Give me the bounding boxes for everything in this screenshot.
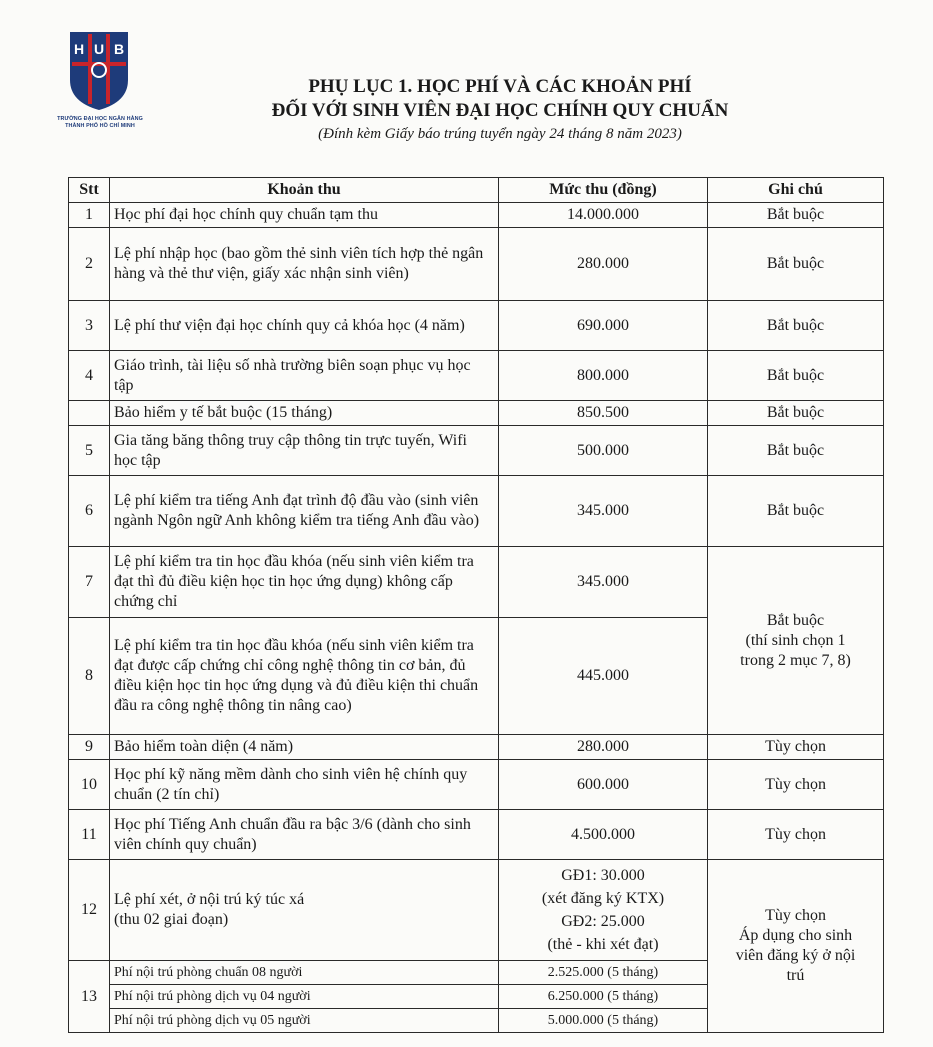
header-note: Ghi chú bbox=[708, 178, 884, 203]
table-row bbox=[69, 301, 884, 351]
row-amount: 2.525.000 (5 tháng) bbox=[499, 961, 708, 985]
table-row bbox=[69, 810, 884, 860]
row-stt: 6 bbox=[69, 476, 110, 547]
row-item: Lệ phí kiểm tra tiếng Anh đạt trình độ đầu vào (sinh viên ngành Ngôn ngữ Anh không kiểm tra tiếng Anh đầu vào) bbox=[110, 476, 499, 547]
row-item: Học phí Tiếng Anh chuẩn đầu ra bậc 3/6 (dành cho sinh viên chính quy chuẩn) bbox=[110, 810, 499, 860]
row-note: Bắt buộc bbox=[708, 426, 884, 476]
header-amount: Mức thu (đồng) bbox=[499, 178, 708, 203]
row-item: Giáo trình, tài liệu số nhà trường biên soạn phục vụ học tập bbox=[110, 351, 499, 401]
row-12-item-line2: (thu 02 giai đoạn) bbox=[114, 911, 229, 928]
table-row bbox=[69, 760, 884, 810]
note-12-13-line1: Tùy chọn bbox=[765, 907, 826, 924]
fee-table bbox=[68, 177, 884, 1033]
row-stt: 10 bbox=[69, 760, 110, 810]
row-stt: 11 bbox=[69, 810, 110, 860]
row-item bbox=[110, 860, 499, 961]
note-7-8-line2: (thí sinh chọn 1 bbox=[745, 631, 846, 649]
row-12-item-line1: Lệ phí xét, ở nội trú ký túc xá bbox=[114, 891, 305, 908]
page-title-line2: ĐỐI VỚI SINH VIÊN ĐẠI HỌC CHÍNH QUY CHUẨN bbox=[271, 100, 729, 121]
table-row bbox=[69, 476, 884, 547]
row-note: Bắt buộc bbox=[708, 301, 884, 351]
logo-caption bbox=[38, 116, 162, 130]
row-12-amount-line2: (xét đăng ký KTX) bbox=[541, 890, 665, 907]
row-stt: 7 bbox=[69, 547, 110, 618]
row-amount: 280.000 bbox=[499, 735, 708, 760]
row-item: Phí nội trú phòng chuẩn 08 người bbox=[110, 961, 499, 985]
row-item: Phí nội trú phòng dịch vụ 04 người bbox=[110, 985, 499, 1009]
note-12-13-line3: viên đăng ký ở nội bbox=[735, 947, 856, 964]
header-stt: Stt bbox=[69, 178, 110, 203]
row-note-12-13 bbox=[708, 860, 884, 1033]
row-item: Học phí đại học chính quy chuẩn tạm thu bbox=[110, 203, 499, 228]
row-amount bbox=[499, 860, 708, 961]
note-7-8-line1: Bắt buộc bbox=[766, 611, 825, 629]
row-note: Tùy chọn bbox=[708, 760, 884, 810]
row-item: Lệ phí thư viện đại học chính quy cả khóa học (4 năm) bbox=[110, 301, 499, 351]
row-note: Bắt buộc bbox=[708, 476, 884, 547]
row-12-amount-line3: GĐ2: 25.000 bbox=[561, 913, 645, 930]
row-item: Bảo hiểm toàn diện (4 năm) bbox=[110, 735, 499, 760]
table-header-row bbox=[69, 178, 884, 203]
row-amount: 690.000 bbox=[499, 301, 708, 351]
row-stt: 8 bbox=[69, 618, 110, 735]
table-row bbox=[69, 547, 884, 618]
row-12-amount-line4: (thẻ - khi xét đạt) bbox=[547, 936, 659, 953]
table-row bbox=[69, 228, 884, 301]
row-note: Bắt buộc bbox=[708, 351, 884, 401]
row-stt: 3 bbox=[69, 301, 110, 351]
row-note: Tùy chọn bbox=[708, 810, 884, 860]
page-title-line1: PHỤ LỤC 1. HỌC PHÍ VÀ CÁC KHOẢN PHÍ bbox=[308, 76, 692, 97]
row-stt: 13 bbox=[69, 961, 110, 1033]
row-stt: 1 bbox=[69, 203, 110, 228]
table-row bbox=[69, 426, 884, 476]
row-item: Lệ phí nhập học (bao gồm thẻ sinh viên tích hợp thẻ ngân hàng và thẻ thư viện, giấy xác nhận sinh viên) bbox=[110, 228, 499, 301]
logo-caption-line2: THÀNH PHỐ HỒ CHÍ MINH bbox=[65, 123, 135, 129]
table-row bbox=[69, 203, 884, 228]
row-amount: 4.500.000 bbox=[499, 810, 708, 860]
row-note: Bắt buộc bbox=[708, 228, 884, 301]
row-note: Bắt buộc bbox=[708, 203, 884, 228]
logo-letter-b: B bbox=[113, 41, 125, 57]
row-stt: 9 bbox=[69, 735, 110, 760]
row-note: Bắt buộc bbox=[708, 401, 884, 426]
logo-letter-u: U bbox=[93, 41, 105, 57]
table-row bbox=[69, 351, 884, 401]
row-item: Phí nội trú phòng dịch vụ 05 người bbox=[110, 1009, 499, 1033]
note-7-8-line3: trong 2 mục 7, 8) bbox=[740, 651, 851, 669]
row-item: Lệ phí kiểm tra tin học đầu khóa (nếu sinh viên kiểm tra đạt thì đủ điều kiện học tin học ứng dụng) không cấp chứng chỉ bbox=[110, 547, 499, 618]
row-amount: 14.000.000 bbox=[499, 203, 708, 228]
header-item: Khoản thu bbox=[110, 178, 499, 203]
row-stt: 2 bbox=[69, 228, 110, 301]
row-item: Bảo hiểm y tế bắt buộc (15 tháng) bbox=[110, 401, 499, 426]
row-amount: 5.000.000 (5 tháng) bbox=[499, 1009, 708, 1033]
table-row bbox=[69, 860, 884, 961]
row-12-amount-line1: GĐ1: 30.000 bbox=[561, 867, 645, 884]
row-amount: 500.000 bbox=[499, 426, 708, 476]
table-row bbox=[69, 401, 884, 426]
row-item: Lệ phí kiểm tra tin học đầu khóa (nếu sinh viên kiểm tra đạt được cấp chứng chỉ công nghệ thông tin cơ bản, đủ điều kiện học tin học ứng dụng và đủ điều kiện thi chuẩn đầu ra công nghệ thông tin nâng cao) bbox=[110, 618, 499, 735]
row-note-7-8 bbox=[708, 547, 884, 735]
row-stt: 12 bbox=[69, 860, 110, 961]
row-stt: 5 bbox=[69, 426, 110, 476]
row-amount: 800.000 bbox=[499, 351, 708, 401]
note-12-13-line2: Áp dụng cho sinh bbox=[738, 927, 853, 944]
row-amount: 345.000 bbox=[499, 476, 708, 547]
row-stt bbox=[69, 401, 110, 426]
row-amount: 850.500 bbox=[499, 401, 708, 426]
table-row bbox=[69, 735, 884, 760]
row-amount: 280.000 bbox=[499, 228, 708, 301]
note-12-13-line4: trú bbox=[786, 967, 805, 984]
row-amount: 345.000 bbox=[499, 547, 708, 618]
row-item: Gia tăng băng thông truy cập thông tin trực tuyến, Wifi học tập bbox=[110, 426, 499, 476]
row-amount: 600.000 bbox=[499, 760, 708, 810]
logo-caption-line1: TRƯỜNG ĐẠI HỌC NGÂN HÀNG bbox=[57, 116, 143, 122]
row-stt: 4 bbox=[69, 351, 110, 401]
hub-shield-icon bbox=[68, 30, 130, 112]
row-amount: 6.250.000 (5 tháng) bbox=[499, 985, 708, 1009]
logo-letter-h: H bbox=[73, 41, 85, 57]
page-subtitle: (Đính kèm Giấy báo trúng tuyển ngày 24 tháng 8 năm 2023) bbox=[318, 126, 682, 142]
row-item: Học phí kỹ năng mềm dành cho sinh viên hệ chính quy chuẩn (2 tín chỉ) bbox=[110, 760, 499, 810]
row-note: Tùy chọn bbox=[708, 735, 884, 760]
row-amount: 445.000 bbox=[499, 618, 708, 735]
